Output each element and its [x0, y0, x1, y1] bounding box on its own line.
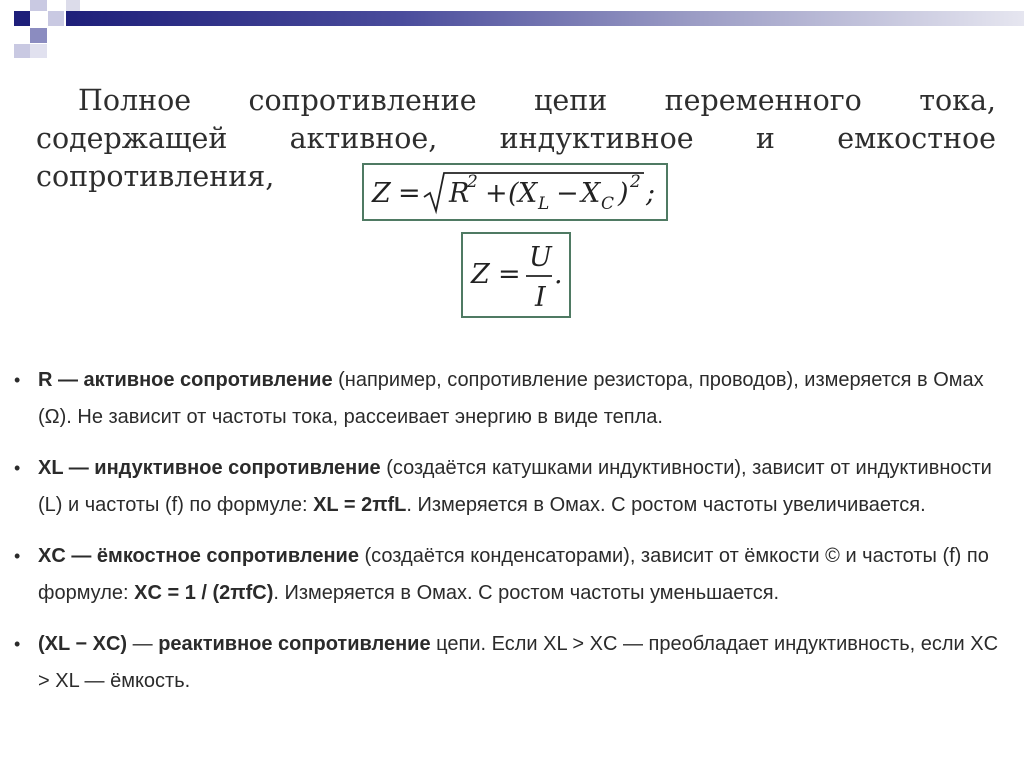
formula-ohm-eq: =: [498, 259, 521, 290]
formula-ohm-num: U: [529, 242, 552, 273]
bullet-icon: •: [14, 546, 21, 566]
header-square-light-3: [14, 44, 30, 58]
formula-root-xc-base: X: [581, 178, 601, 209]
formula-root-eq: =: [398, 178, 421, 209]
bullet-icon: •: [14, 634, 21, 654]
formula-root-exp: 2: [467, 172, 478, 192]
formula-impedance-root: [362, 163, 668, 221]
formula-root-close: ): [618, 178, 629, 209]
header-square-light-5: [66, 0, 80, 11]
formula-root-exp2: 2: [630, 172, 641, 192]
bullet-icon: •: [14, 458, 21, 478]
formula-root-xl-sub: L: [538, 194, 550, 214]
intro-paragraph: Полное сопротивление цепи переменного тока, содержащей активное, индуктивное и емкостное сопротивления,: [36, 84, 996, 193]
definition-term-2: реактивное сопротивление: [158, 633, 431, 655]
formula-root-end: ;: [646, 178, 656, 209]
formula-root-xl-base: X: [518, 178, 538, 209]
formula-ohm-end: .: [554, 259, 563, 290]
formula-root-minus: −: [556, 178, 579, 209]
definition-item-xc: [0, 538, 1024, 612]
formula-root-open: (: [508, 178, 519, 209]
definition-text: (создаётся катушками индуктивности), зависит от индуктивности (L) и частоты (f) по формуле:: [38, 457, 992, 516]
header-square-light-2: [48, 11, 64, 26]
definition-text: (создаётся конденсаторами), зависит от ёмкости © и частоты (f) по формуле:: [38, 545, 989, 604]
formula-root-r: R: [449, 178, 470, 209]
definition-text: (например, сопротивление резистора, проводов), измеряется в Омах (Ω). Не зависит от частоты тока, рассеивает энергию в виде тепла.: [38, 369, 984, 428]
definition-term: XL — индуктивное сопротивление: [38, 457, 381, 479]
formula-root-plus: +: [485, 178, 508, 209]
definition-item-r: [0, 362, 1024, 436]
header-square-light-4: [30, 44, 47, 58]
formula-impedance-ohm: [461, 232, 571, 318]
definition-text-end: . Измеряется в Омах. С ростом частоты уменьшается.: [273, 582, 780, 604]
formula-ohm-lhs: Z: [471, 259, 490, 290]
definition-term: XC — ёмкостное сопротивление: [38, 545, 359, 567]
header-square-dark-1: [14, 11, 30, 26]
header-gradient-bar: [66, 11, 1024, 26]
header-square-light-1: [30, 0, 47, 11]
definition-term: R — активное сопротивление: [38, 369, 333, 391]
definition-item-reactive: [0, 626, 1024, 700]
header-square-mid-1: [30, 28, 47, 43]
definition-formula: XC = 1 / (2πfC): [134, 582, 274, 604]
formula-root-xc-sub: C: [601, 194, 615, 214]
formula-root-lhs: Z: [372, 178, 391, 209]
formula-ohm-den: I: [535, 282, 546, 313]
formula-ohm-svg: [463, 234, 569, 316]
definition-text: цепи. Если XL > XC — преобладает индуктивность, если XC > XL — ёмкость.: [38, 633, 999, 692]
bullet-icon: •: [14, 370, 21, 390]
formula-root-svg: [364, 165, 666, 219]
definition-formula: XL = 2πfL: [313, 494, 407, 516]
definition-dash: —: [127, 633, 159, 655]
definitions-list: [0, 362, 1024, 714]
definition-text-end: . Измеряется в Омах. С ростом частоты увеличивается.: [406, 494, 926, 516]
definition-term: (XL − XC): [38, 633, 128, 655]
definition-item-xl: [0, 450, 1024, 524]
